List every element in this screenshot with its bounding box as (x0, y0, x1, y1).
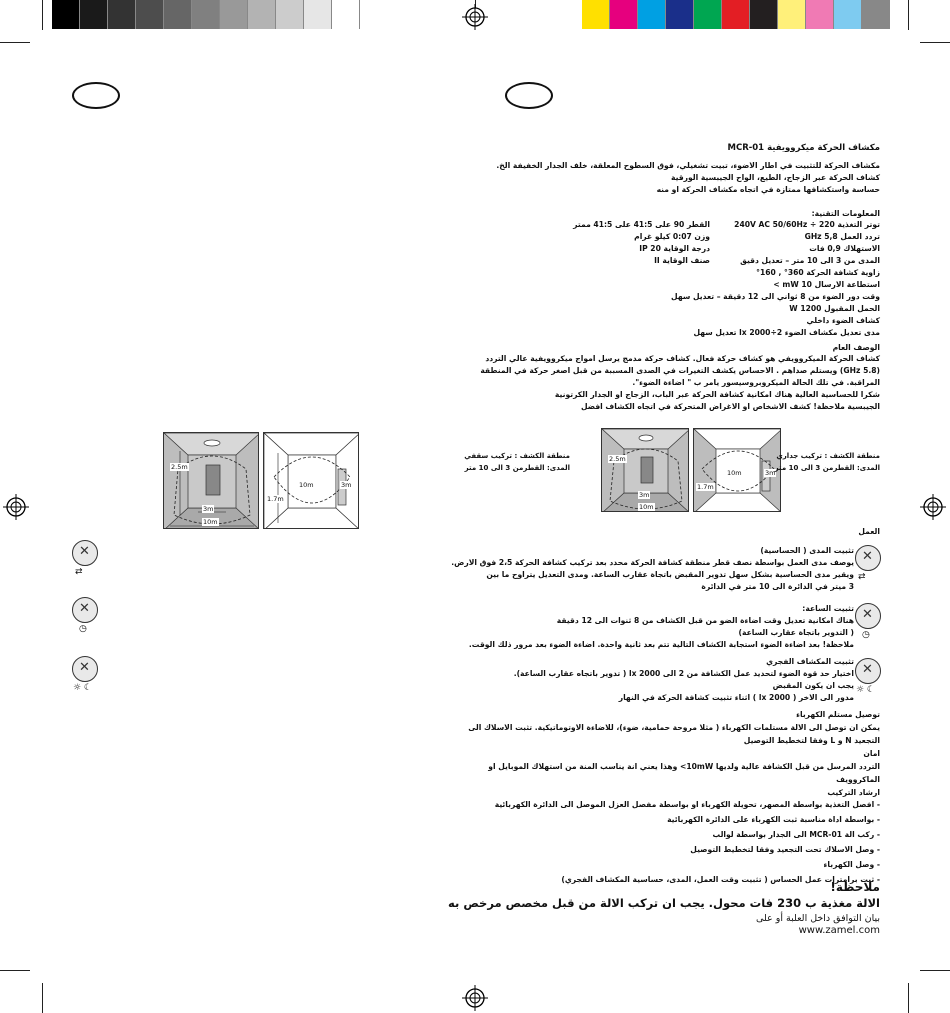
step-line: - وصل الاسلاك تحت التجعيد وفقا لتخطيط التوصيل (690, 845, 880, 854)
caption-line: المدى: القطرمن 3 الى 10 متر (774, 464, 880, 472)
color-colorbar (582, 0, 890, 29)
connection-line: ارشاد التركيب (827, 788, 880, 797)
op-time (469, 603, 854, 651)
step-line: - وصل الكهرباء (823, 860, 880, 869)
width-label: 3m (203, 505, 214, 513)
color-swatch (136, 0, 164, 29)
clock-icon: ◷ (79, 624, 87, 634)
note-body: الالة مغذية ب 230 فات محول. يجب ان تركب الالة من قبل مخصص مرخص به (448, 896, 880, 910)
spec-line: تردد العمل 5,8 GHz (804, 232, 880, 241)
step-line: - بواسطة اداة مناسبة ثبت الكهرباء على الدائرة الكهربائية (667, 815, 880, 824)
arrows-icon: ⇄ (75, 567, 83, 577)
spec-line: المدى من 3 الى 10 متر – تعديل دقيق (740, 256, 880, 265)
color-swatch (666, 0, 694, 29)
width-label: 3m (639, 491, 650, 499)
crop-mark (920, 970, 950, 971)
color-swatch (80, 0, 108, 29)
general-text (480, 353, 880, 413)
op-line: يوصف مدى العمل بواسطة نصف قطر منطقة كشافة الحركة محدد بعد تركيب كشافة الحركة 2،5 فوق الارض. (451, 558, 854, 567)
color-swatch (778, 0, 806, 29)
color-swatch (192, 0, 220, 29)
crop-mark (42, 983, 43, 1013)
caption-line: منطقة الكشف : تركيب جداري (776, 452, 880, 460)
crop-mark (0, 42, 30, 43)
spec-line: وزن 0:07 كيلو غرام (634, 232, 710, 241)
step-line: - افصل التغذية بواسطة المصهر، تحويلة الكهرباء او بواسطة مفصل العزل الموصل الى الدائرة الكهربائية (494, 800, 880, 809)
clock-icon: ◷ (862, 630, 870, 640)
specs-heading: المعلومات التقنية: (811, 209, 880, 218)
color-swatch (276, 0, 304, 29)
color-swatch (834, 0, 862, 29)
height-label: 1.7m (267, 495, 284, 503)
connection-line: يمكن ان توصل الى الالة مستلمات الكهرباء ( مثلا مروحة حمامية، ضوء)، للاضاءة الاوتوماتيكية. تثبت الاسلاك الى (468, 723, 880, 732)
time-dial-icon (72, 597, 98, 623)
connection-text (468, 708, 880, 799)
op-title: تثبيت المكشاف الفجري (766, 657, 854, 666)
diameter-label: 10m (299, 481, 314, 489)
color-swatch (108, 0, 136, 29)
height-label: 1.7m (697, 483, 714, 491)
color-swatch (750, 0, 778, 29)
general-line: الجيبسية ملاحظة! كشف الاشخاص او الاغراض المتحركة في اتجاه الكشاف افضل (580, 402, 880, 411)
diameter-label: 10m (203, 518, 218, 526)
registration-mark-icon (920, 494, 946, 520)
op-line: ملاحظة! بعد اضاءة الضوء استجابة الكشاف التالية تتم بعد ثانية واحدة. اضاءة الضوء بعد مرور ذلك الوقت. (468, 640, 854, 649)
color-swatch (862, 0, 890, 29)
crop-mark (0, 970, 30, 971)
connection-line: توصيل مستلم الكهرباء (796, 710, 880, 719)
sun-moon-icon: ☼ ☾ (856, 685, 875, 695)
general-heading: الوصف العام (832, 343, 880, 352)
spec-line: الحمل المقبول 1200 W (789, 304, 880, 313)
connection-line: امان (863, 749, 880, 758)
op-title: تثبيت الساعة: (802, 604, 854, 613)
color-swatch (722, 0, 750, 29)
width-label: 3m (765, 469, 776, 477)
crop-mark (908, 983, 909, 1013)
spec-line: القطر 90 على 41:5 على 41:5 ممتر (573, 220, 710, 229)
step-line: - ثبت برامترات عمل الحساس ( تثبيت وقت العمل، المدى، حساسية المكشاف الفجري) (561, 875, 880, 884)
spec-line: الاستهلاك 0,9 فات (809, 244, 880, 253)
general-line: كشاف الحركة الميكروويفي هو كشاف حركة فعال. كشاف حركة مدمج يرسل امواج ميكروويفية عالي التردد (485, 354, 880, 363)
general-line: شكرا للحساسية العالية هناك امكانية كشافة الحركة عبر الباب، الزجاج او الجدار الكرتونية (554, 390, 880, 399)
color-swatch (220, 0, 248, 29)
color-swatch (332, 0, 360, 29)
language-badge-right (505, 82, 553, 109)
color-swatch (52, 0, 80, 29)
arrows-icon: ⇄ (858, 572, 866, 582)
step-line: - ركب الة MCR-01 الى الجدار بواسطة لوالب (712, 830, 880, 839)
time-dial-icon (855, 603, 881, 629)
color-swatch (304, 0, 332, 29)
installation-steps (495, 797, 880, 887)
op-line: 3 ميتر في الدائرة الى 10 متر في الدائرة (701, 582, 854, 591)
connection-line: التجعيد N و L وفقا لتخطيط التوصيل (743, 736, 880, 745)
crop-mark (908, 0, 909, 30)
ceiling-room-diagram (163, 432, 259, 529)
spec-line: توتر التغذية 220 ÷ 240V AC 50/60Hz (734, 220, 880, 229)
op-line: هناك امكانية تعديل وقت اضاءة الضو من قبل الكشاف من 8 ثنوات الى 12 دقيقة (556, 616, 854, 625)
caption-line: المدى: القطرمن 3 الى 10 متر (464, 464, 570, 472)
spec-line: درجة الوقاية IP 20 (639, 244, 710, 253)
diameter-label: 10m (727, 469, 742, 477)
height-label: 2.5m (609, 455, 626, 463)
specs-secondary (573, 219, 710, 267)
ceiling-caption (464, 450, 570, 474)
spec-line: كشاف الضوء داخلي (806, 316, 880, 325)
op-line: يجب ان يكون المقبض (772, 681, 854, 690)
width-label: 3m (341, 481, 352, 489)
caption-line: منطقة الكشف : تركيب سقفي (464, 452, 570, 460)
sun-moon-icon: ☼ ☾ (73, 683, 92, 693)
color-swatch (610, 0, 638, 29)
color-swatch (694, 0, 722, 29)
op-title: تثبيت المدى ( الحساسية) (760, 546, 854, 555)
operation-heading: العمل (858, 527, 880, 536)
op-line: اختيار حد قوة الضوء لتحديد عمل الكشافة من 2 الى 2000 lx ( تدوير باتجاه عقارب الساعة). (513, 669, 854, 678)
diameter-label: 10m (639, 503, 654, 511)
op-line: ويقير مدى الحساسية بشكل سهل تدوير المقبض باتجاة عقارب الساعة. ومدى التعديل يتراوح ما بين (486, 570, 854, 579)
website-link[interactable]: www.zamel.com (798, 925, 880, 936)
registration-mark-icon (462, 985, 488, 1011)
registration-mark-icon (3, 494, 29, 520)
intro-line: كشاف الحركة عبر الزجاج، الطيع، الواح الجيبسية الورقية (670, 173, 880, 182)
color-swatch (638, 0, 666, 29)
intro-line: مكشاف الحركة للتثبيت في اطار الاضوء، تبيت تشغيلي، فوق السطوح المعلقة، خلف الجدار الخفيفة الخ. (496, 161, 880, 170)
general-line: (5.8 GHz) ويستلم صداهم . الاحساس يكشف التغيرات في الصدى المسببة من قبل اصغر حركة في المنطقة (480, 366, 880, 375)
wall-caption (775, 450, 880, 474)
grayscale-colorbar (52, 0, 360, 29)
intro-line: حساسة واستكشافها ممتازة في اتجاه مكشاف الحركة او منه (656, 185, 880, 194)
op-light (514, 656, 854, 704)
connection-line: التردد المرسل من قبل الكشافة عالية ولديها 10mW> وهذا يعني انة يناسب المنة من استهلاك الموبايل او (488, 762, 880, 771)
language-badge-left (72, 82, 120, 109)
wall-room-diagram (263, 432, 359, 529)
connection-line: الماكروويف (836, 775, 880, 784)
page-title: مكشاف الحركة ميكروويفية MCR-01 (727, 143, 880, 153)
op-line: ( التدوير باتجاة عقارب الساعة) (738, 628, 854, 637)
intro-text (496, 160, 880, 196)
crop-mark (42, 0, 43, 30)
spec-line: مدى تعديل مكشاف الضوء 2÷2000 lx تعديل سهل (693, 328, 880, 337)
spec-line: وقت دور الضوء من 8 ثواني الى 12 دقيقة – تعديل سهل (671, 292, 880, 301)
color-swatch (806, 0, 834, 29)
color-swatch (164, 0, 192, 29)
spec-line: زاوية كشافة الحركة 360° , 160° (756, 268, 880, 277)
spec-line: استطاعة الارسال 10 mW > (773, 280, 880, 289)
crop-mark (920, 42, 950, 43)
range-dial-icon (72, 540, 98, 566)
wall-room-diagram (693, 428, 781, 512)
light-dial-icon (855, 658, 881, 684)
op-line: مدور الى الاخر ( 2000 lx ) اثناء تثبيت كشافة الحركة في النهار (618, 693, 854, 702)
color-swatch (582, 0, 610, 29)
note-title: ملاحظة! (830, 880, 880, 894)
height-label: 2.5m (171, 463, 188, 471)
light-dial-icon (72, 656, 98, 682)
registration-mark-icon (462, 4, 488, 30)
range-dial-icon (855, 545, 881, 571)
footer-line: بيان التوافق داخل العلبة أو على (755, 913, 880, 924)
ceiling-room-diagram (601, 428, 689, 512)
color-swatch (248, 0, 276, 29)
op-range (451, 545, 854, 593)
spec-line: صنف الوقاية II (654, 256, 710, 265)
general-line: المراقبة. في تلك الحالة الميكروبروسيسور يامر ب " اضاءة الضوء". (632, 378, 880, 387)
